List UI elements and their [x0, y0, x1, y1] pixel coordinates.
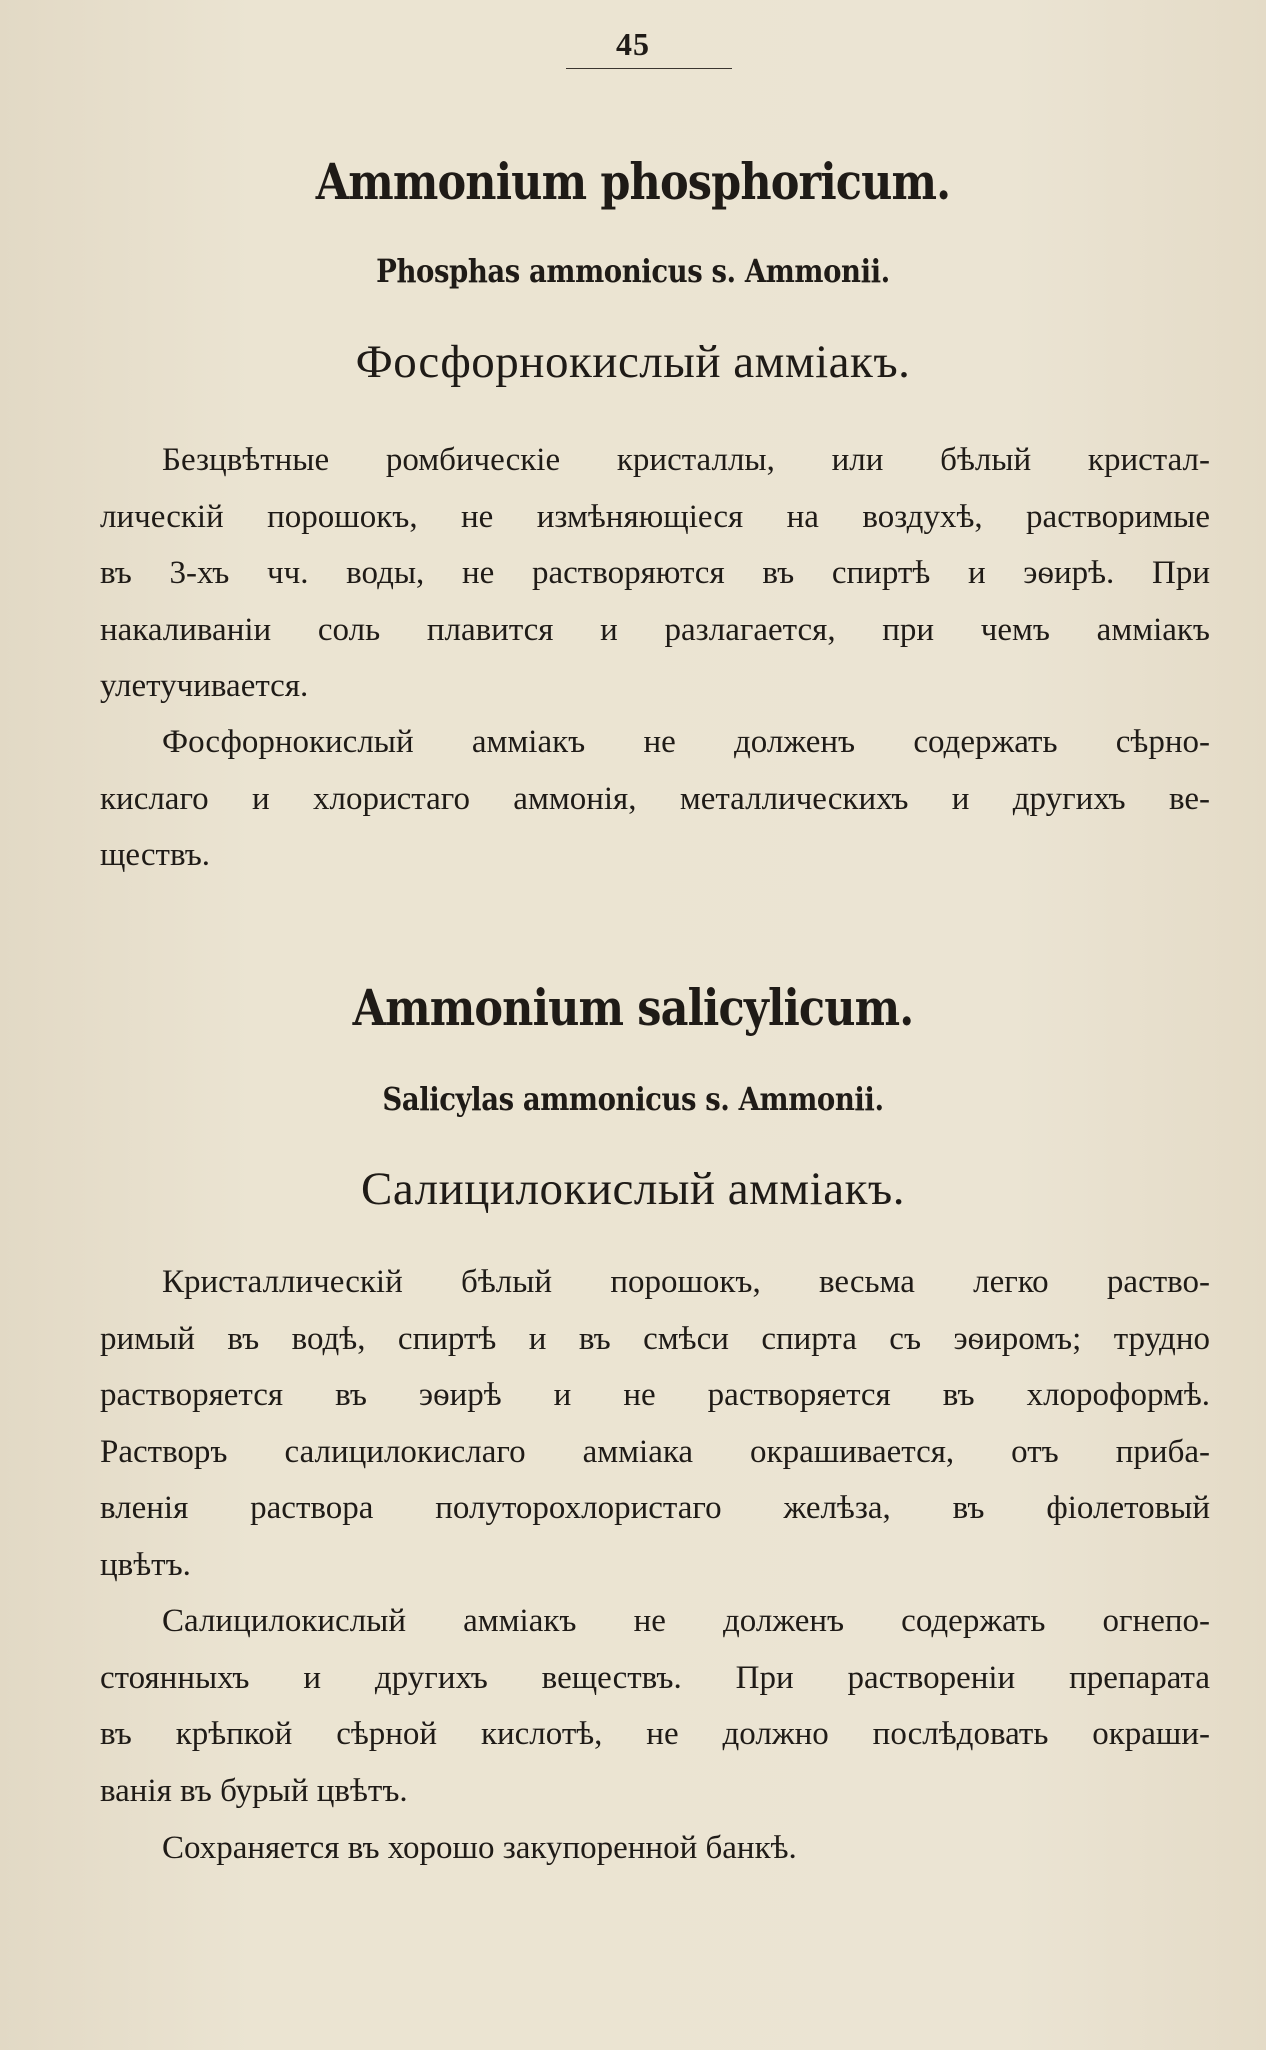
section-heading-latin: Ammonium salicylicum.	[352, 978, 914, 1037]
text-line: Салицилокислый амміакъ не долженъ содержать огнепо-	[162, 1603, 1210, 1639]
section-subheading-latin: Phosphas ammonicus s. Ammonii.	[376, 252, 890, 290]
text-line: ванія въ бурый цвѣтъ.	[100, 1772, 408, 1809]
text-line: Растворъ салицилокислаго амміака окрашивается, отъ приба-	[100, 1433, 1210, 1470]
text-line: растворяется въ эѳирѣ и не растворяется въ хлороформѣ.	[100, 1377, 1210, 1413]
text-line: стоянныхъ и другихъ веществъ. При раствореніи препарата	[100, 1659, 1210, 1696]
text-line: Фосфорнокислый амміакъ не долженъ содержать сѣрно-	[162, 724, 1210, 760]
paragraph	[100, 1254, 1210, 1593]
paragraph	[100, 714, 1210, 884]
section-title-russian: Салицилокислый амміакъ.	[361, 1163, 905, 1215]
page-number: 45	[616, 26, 650, 62]
paragraph	[100, 432, 1210, 715]
text-line: лическій порошокъ, не измѣняющіеся на воздухѣ, растворимые	[100, 498, 1210, 535]
paragraph	[100, 1593, 1210, 1819]
text-line: Сохраняется въ хорошо закупоренной банкѣ.	[162, 1830, 797, 1866]
text-line: въ крѣпкой сѣрной кислотѣ, не должно послѣдовать окраши-	[100, 1716, 1210, 1752]
text-line: въ 3-хъ чч. воды, не растворяются въ спиртѣ и эѳирѣ. При	[100, 555, 1210, 591]
text-line: кислаго и хлористаго аммонія, металлическихъ и другихъ ве-	[100, 780, 1210, 817]
paragraph	[100, 1820, 1210, 1877]
section-subheading-latin: Salicylas ammonicus s. Ammonii.	[382, 1080, 884, 1118]
text-line: улетучивается.	[100, 668, 309, 704]
text-line: ществъ.	[100, 837, 211, 873]
text-line: Безцвѣтные ромбическіе кристаллы, или бѣлый кристал-	[162, 442, 1210, 478]
text-line: римый въ водѣ, спиртѣ и въ смѣси спирта съ эѳиромъ; трудно	[100, 1320, 1210, 1357]
page-number-rule	[566, 68, 732, 69]
text-line: Кристаллическій бѣлый порошокъ, весьма легко раство-	[162, 1264, 1210, 1300]
text-line: цвѣтъ.	[100, 1546, 191, 1583]
text-line: накаливаніи соль плавится и разлагается, при чемъ амміакъ	[100, 611, 1210, 648]
section-title-russian: Фосфорнокислый амміакъ.	[355, 336, 911, 388]
text-line: вленія раствора полуторохлористаго желѣза, въ фіолетовый	[100, 1490, 1210, 1526]
section-heading-latin: Ammonium phosphoricum.	[315, 152, 951, 211]
